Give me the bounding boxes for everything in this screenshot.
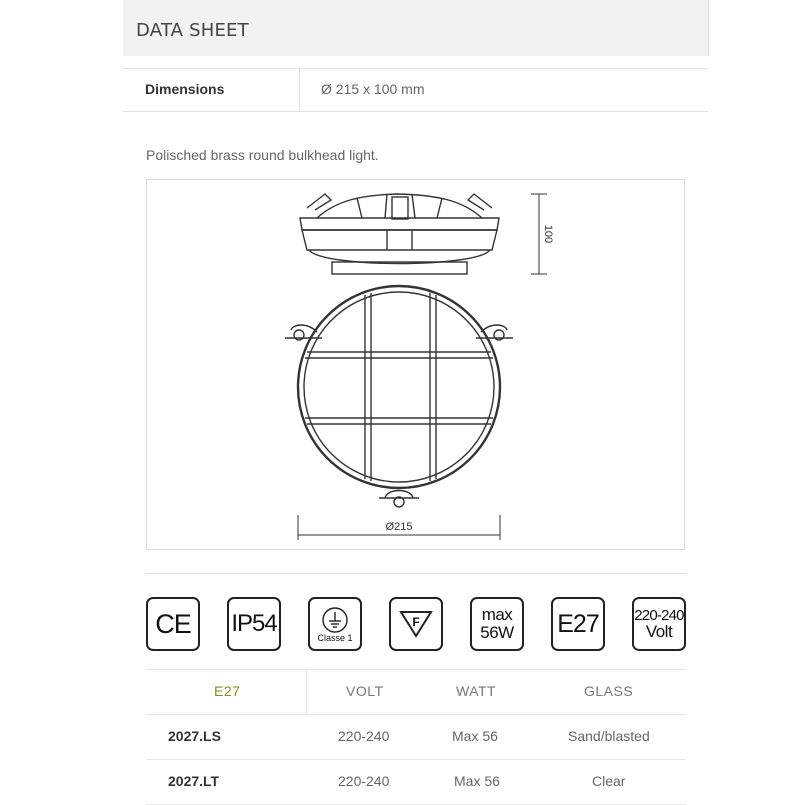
volt-value: 220-240 bbox=[338, 728, 390, 744]
e27-icon bbox=[551, 597, 605, 651]
dimensions-label: Dimensions bbox=[145, 81, 225, 97]
specification-table bbox=[146, 669, 686, 805]
front-view-outer-ring bbox=[298, 286, 500, 488]
volt-value: 220-240 bbox=[338, 773, 390, 789]
header-glass: GLASS bbox=[584, 683, 634, 699]
bulkhead-light-drawing bbox=[147, 180, 686, 551]
class-1-icon bbox=[308, 597, 362, 651]
product-description: Polisched brass round bulkhead light. bbox=[146, 147, 379, 163]
voltage-icon bbox=[632, 597, 686, 651]
certification-icons bbox=[146, 597, 690, 653]
diameter-label: Ø215 bbox=[385, 521, 413, 533]
volt-text: Volt bbox=[645, 621, 673, 641]
max-text: max bbox=[481, 605, 513, 624]
side-view-body bbox=[302, 230, 497, 250]
dimensions-value: Ø 215 x 100 mm bbox=[321, 81, 425, 97]
ce-mark-text: CE bbox=[155, 608, 191, 639]
f-mark-text: F bbox=[412, 615, 420, 629]
wattage-text: 56W bbox=[480, 623, 514, 642]
f-mark-icon bbox=[389, 597, 443, 651]
voltage-range-text: 220-240 bbox=[634, 606, 684, 624]
product-code: 2027.LT bbox=[168, 773, 220, 789]
max-wattage-icon bbox=[470, 597, 524, 651]
table-header-row bbox=[146, 669, 686, 715]
glass-value: Sand/blasted bbox=[568, 728, 650, 744]
side-view-center-clip bbox=[392, 197, 408, 219]
class-1-text: Classe 1 bbox=[317, 632, 353, 643]
side-view-top-rim bbox=[300, 218, 499, 230]
data-sheet-header bbox=[123, 0, 709, 56]
front-view-inner-ring bbox=[304, 292, 494, 482]
column-divider bbox=[299, 69, 300, 111]
side-view-right-lug bbox=[468, 194, 492, 210]
front-view-grille bbox=[305, 293, 493, 481]
dimensions-row bbox=[123, 68, 708, 112]
table-row bbox=[146, 715, 686, 760]
earth-ground-icon bbox=[322, 606, 348, 634]
ce-mark-icon bbox=[146, 597, 200, 651]
table-row bbox=[146, 760, 686, 805]
header-volt: VOLT bbox=[346, 683, 384, 699]
f-triangle-icon bbox=[398, 609, 434, 639]
header-watt: WATT bbox=[456, 683, 497, 699]
header-e27: E27 bbox=[214, 683, 241, 699]
height-label: 100 bbox=[542, 224, 554, 244]
e27-text: E27 bbox=[557, 609, 599, 638]
product-code: 2027.LS bbox=[168, 728, 221, 744]
ip54-icon bbox=[227, 597, 281, 651]
watt-value: Max 56 bbox=[454, 773, 500, 789]
column-divider bbox=[306, 670, 307, 714]
front-view-bottom-lug bbox=[379, 491, 419, 508]
page-title: DATA SHEET bbox=[136, 20, 249, 41]
side-view-left-lug bbox=[307, 194, 331, 210]
ip54-text: IP54 bbox=[231, 610, 277, 637]
watt-value: Max 56 bbox=[452, 728, 498, 744]
technical-drawing bbox=[146, 179, 685, 550]
section-divider bbox=[146, 573, 686, 574]
glass-value: Clear bbox=[592, 773, 626, 789]
